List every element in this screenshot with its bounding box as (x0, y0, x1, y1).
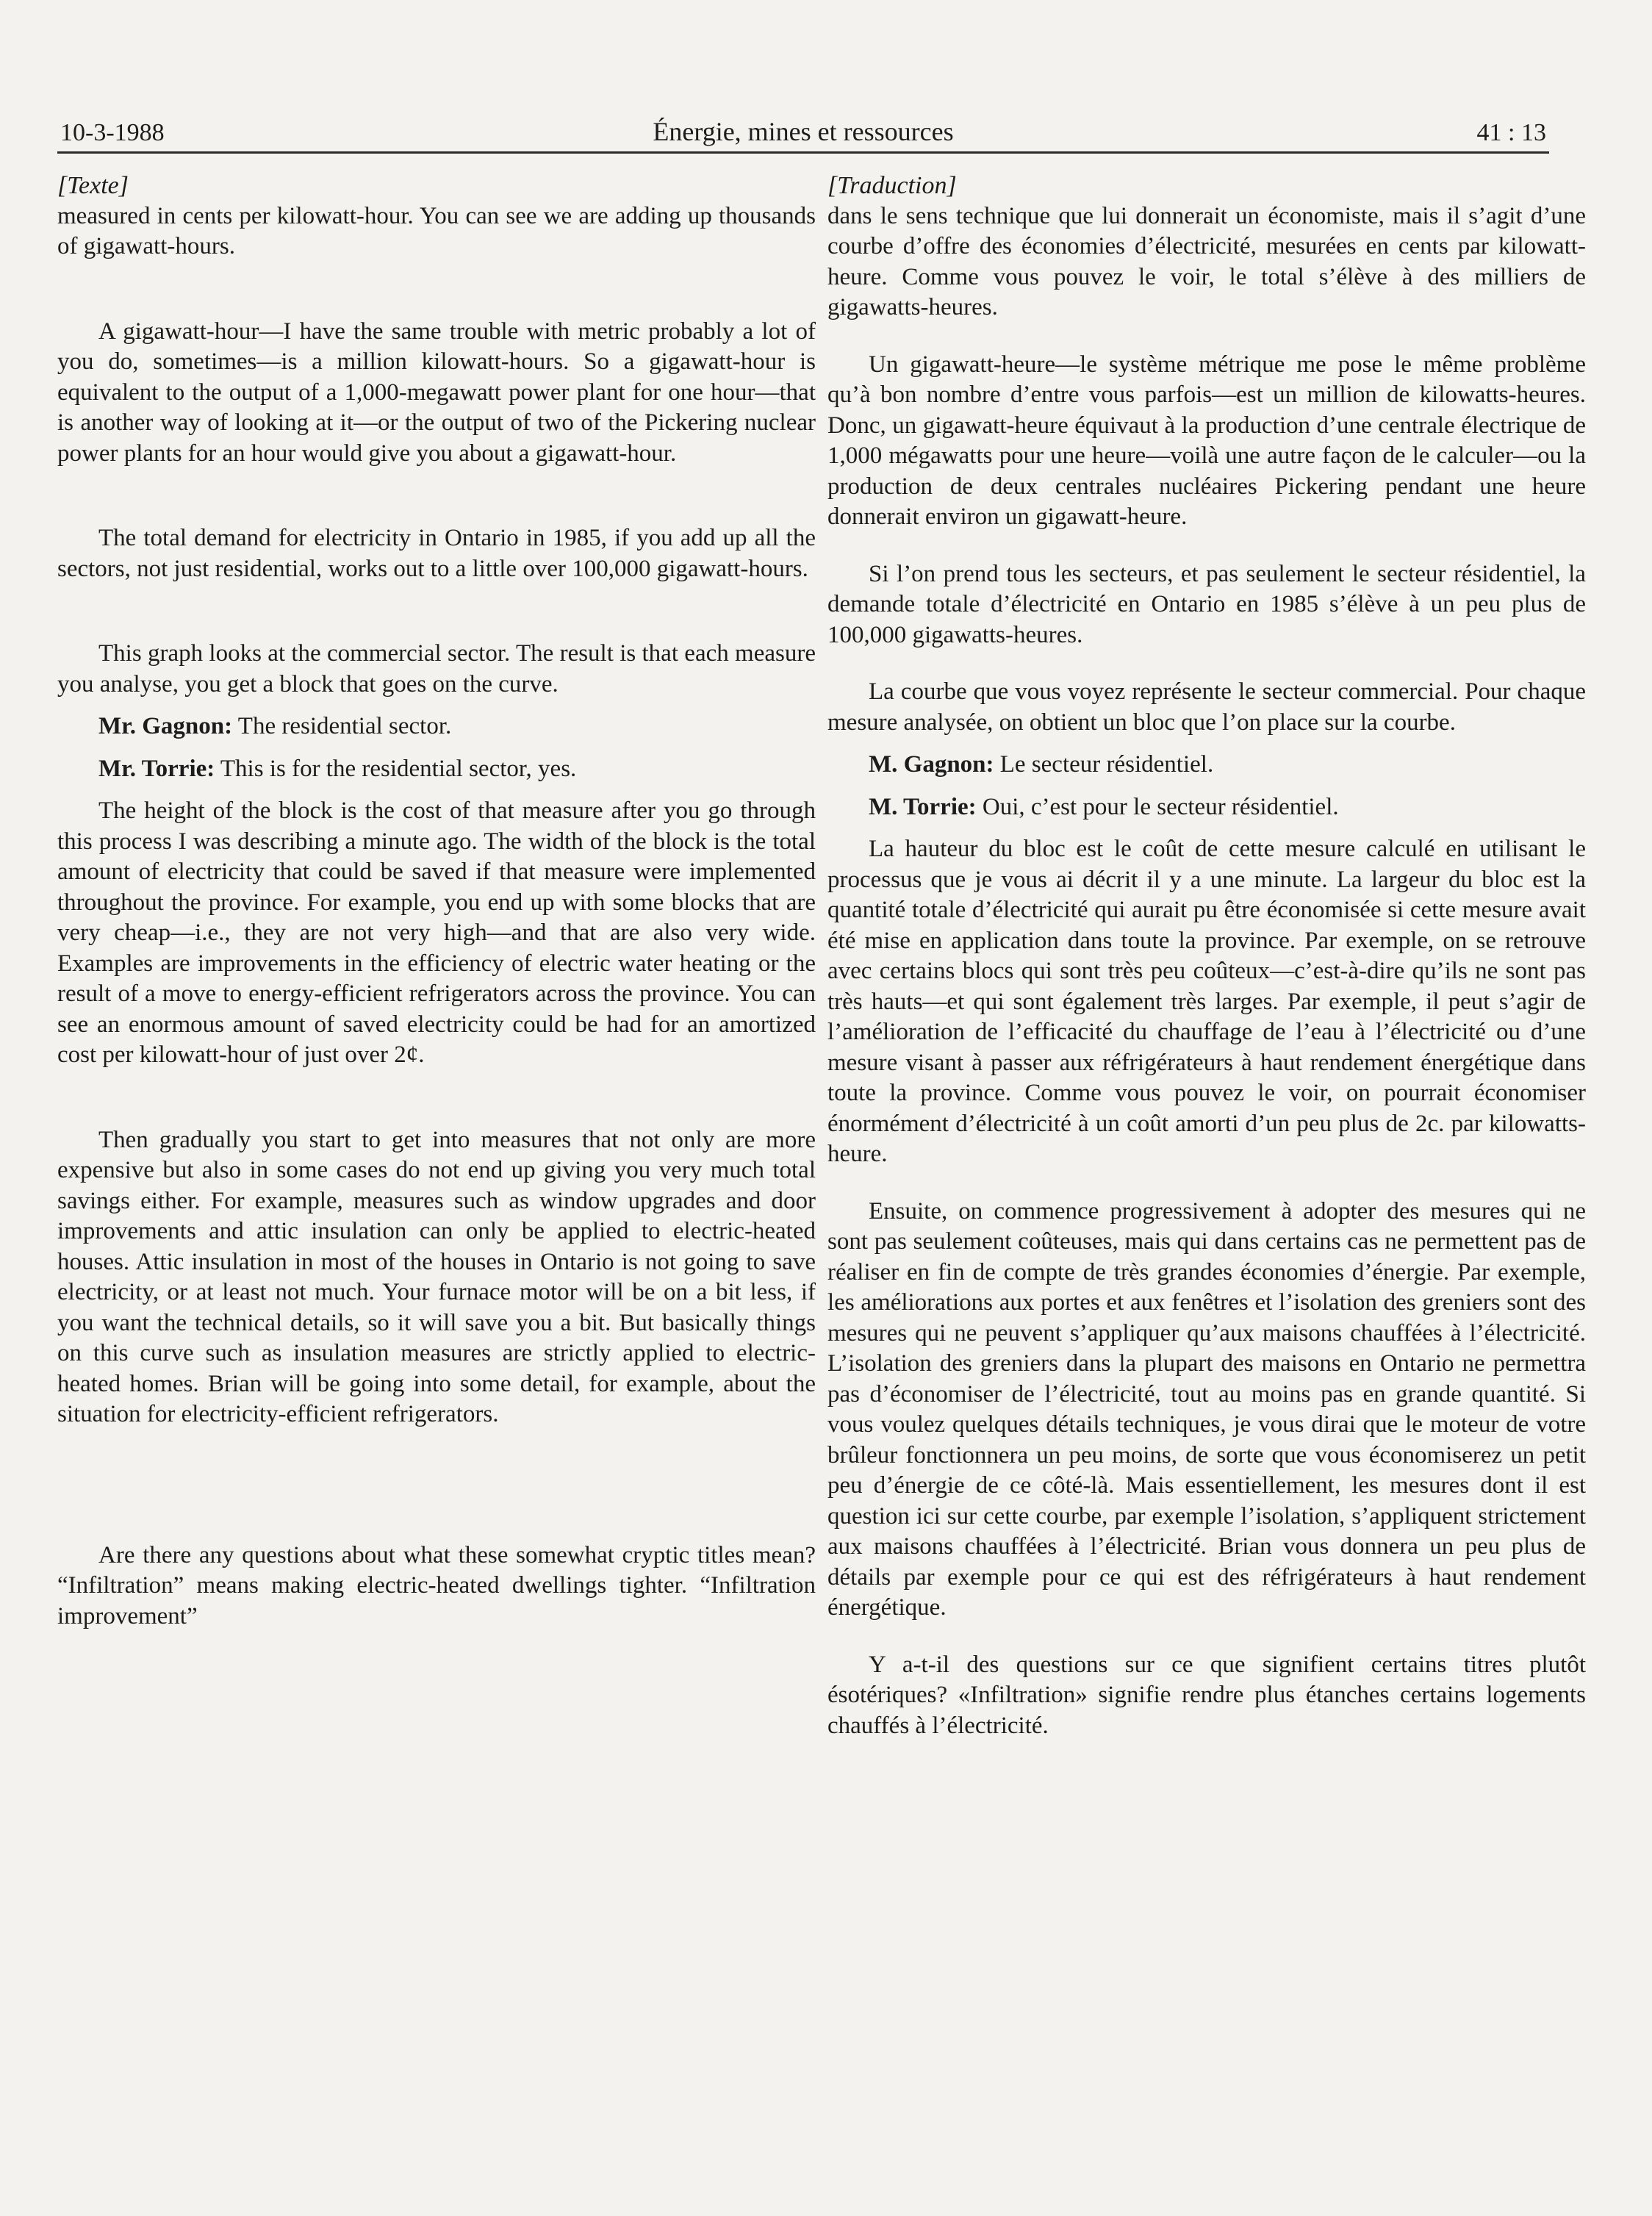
speaker-text: Oui, c’est pour le secteur résidentiel. (976, 793, 1339, 820)
header-date: 10-3-1988 (60, 119, 165, 146)
english-paragraph-3: The total demand for electricity in Ontario in 1985, if you add up all the sectors, not just residential, works out to a little over 100,000 gigawatt-hours. (57, 525, 816, 582)
speaker-text: The residential sector. (232, 713, 452, 739)
speaker-name: M. Gagnon: (869, 751, 994, 778)
english-paragraph-9: Are there any questions about what these somewhat cryptic titles mean? “Infiltration” means making electric-heated dwellings tighter. “Infiltration improvement” (57, 1541, 816, 1629)
english-paragraph-4: This graph looks at the commercial sector. The result is that each measure you analyse, you get a block that goes on the curve. (57, 640, 816, 698)
header-title: Énergie, mines et ressources (653, 117, 954, 146)
speaker-name: Mr. Torrie: (98, 755, 215, 782)
speaker-text: Le secteur résidentiel. (994, 751, 1214, 778)
english-paragraph-7: The height of the block is the cost of that measure after you go through this process I was describing a minute ago. The width of the block is the total amount of electricity that could be saved if that measure were implemented throughout the province. For example, you end up with some blocks that are very cheap—i.e., they are not very high—and that are also very wide. Examples are improvements in the efficiency of electric water heating or the result of a move to energy-efficient refrigerators across the province. You can see an enormous amount of saved electricity could be had for an amortized cost per kilowatt-hour of just over 2¢. (57, 797, 816, 1068)
french-column (827, 171, 1586, 1741)
french-paragraph-3: Si l’on prend tous les secteurs, et pas seulement le secteur résidentiel, la demande totale d’électricité en Ontario en 1985 s’élève à un peu plus de 100,000 gigawatts-heures. (827, 560, 1586, 648)
french-speaker-line-gagnon (827, 750, 1586, 781)
english-column-label: [Texte] (57, 172, 129, 199)
french-speaker-line-torrie (827, 792, 1586, 823)
french-paragraph-2: Un gigawatt-heure—le système métrique me pose le même problème qu’à bon nombre d’entre vous parfois—est un million de kilowatts-heures. Donc, un gigawatt-heure équivaut à la production d’une centrale électrique de 1,000 mégawatts pour une heure—voilà une autre façon de le calculer—ou la production de deux centrales nucléaires Pickering pendant une heure donnerait environ un gigawatt-heure. (827, 351, 1586, 530)
english-column (57, 171, 816, 1632)
french-column-label: [Traduction] (827, 172, 957, 199)
french-paragraph-9: Y a-t-il des questions sur ce que signifient certains titres plutôt ésotériques? «Infiltration» signifie rendre plus étanches certains logements chauffés à l’électricité. (827, 1651, 1586, 1739)
english-speaker-line-torrie (57, 754, 816, 785)
english-speaker-line-gagnon (57, 711, 816, 742)
header-page-number: 41 : 13 (1476, 119, 1546, 146)
french-paragraph-7: La hauteur du bloc est le coût de cette mesure calculé en utilisant le processus que je vous ai décrit il y a une minute. La largeur du bloc est la quantité totale d’électricité qui aurait pu être économisée si cette mesure avait été mise en application dans toute la province. Par exemple, on se retrouve avec certains blocs qui sont très peu coûteux—c’est-à-dire qu’ils ne sont pas très hauts—et qui sont également très larges. Par exemple, il peut s’agir de l’amélioration de l’efficacité du chauffage de l’eau à l’électricité ou d’une mesure visant à passer aux réfrigérateurs à haut rendement énergétique dans toute la province. Comme vous pouvez le voir, on pourrait économiser énormément d’électricité à un coût amorti d’un peu plus de 2c. par kilowatts-heure. (827, 836, 1586, 1167)
speaker-name: M. Torrie: (869, 793, 977, 820)
french-paragraph-4: La courbe que vous voyez représente le secteur commercial. Pour chaque mesure analysée, on obtient un bloc que l’on place sur la courbe. (827, 678, 1586, 736)
english-paragraph-8: Then gradually you start to get into measures that not only are more expensive but also in some cases do not end up giving you very much total savings either. For example, measures such as window upgrades and door improvements and attic insulation can only be applied to electric-heated houses. Attic insulation in most of the houses in Ontario is not going to save electricity, or at least not much. Your furnace motor will be on a bit less, if you want the technical details, so it will save you a bit. But basically things on this curve such as insulation measures are strictly applied to electric-heated homes. Brian will be going into some detail, for example, about the situation for electricity-efficient refrigerators. (57, 1126, 816, 1427)
speaker-text: This is for the residential sector, yes. (215, 755, 577, 782)
page-header (57, 110, 1549, 154)
english-paragraph-2: A gigawatt-hour—I have the same trouble with metric probably a lot of you do, sometimes—is a million kilowatt-hours. So a gigawatt-hour is equivalent to the output of a 1,000-megawatt power plant for one hour—that is another way of looking at it—or the output of two of the Pickering nuclear power plants for an hour would give you about a gigawatt-hour. (57, 318, 816, 467)
french-paragraph-8: Ensuite, on commence progressivement à adopter des mesures qui ne sont pas seulement coûteuses, mais qui dans certains cas ne permettent pas de réaliser en fin de compte de très grandes économies d’énergie. Par exemple, les améliorations aux portes et aux fenêtres et l’isolation des greniers sont des mesures qui ne peuvent s’appliquer qu’aux maisons chauffées à l’électricité. L’isolation des greniers dans la plupart des maisons en Ontario ne permettra pas d’économiser de l’électricité, tout au moins pas en grande quantité. Si vous voulez quelques détails techniques, je vous dirai que le moteur de votre brûleur fonctionnera un peu moins, de sorte que vous économiserez un petit peu d’énergie de ce côté-là. Mais essentiellement, les mesures dont il est question ici sur cette courbe, par exemple l’isolation, s’appliquent strictement aux maisons chauffées à l’électricité. Brian vous donnera un peu plus de détails par exemple pour ce qui est des réfrigérateurs à haut rendement énergétique. (827, 1197, 1586, 1621)
french-paragraph-1: dans le sens technique que lui donnerait un économiste, mais il s’agit d’une courbe d’offre des économies d’électricité, mesurées en cents par kilowatt-heure. Comme vous pouvez le voir, le total s’élève à des milliers de gigawatts-heures. (827, 202, 1586, 320)
speaker-name: Mr. Gagnon: (98, 713, 233, 739)
english-paragraph-1: measured in cents per kilowatt-hour. You can see we are adding up thousands of gigawatt-hours. (57, 202, 816, 259)
